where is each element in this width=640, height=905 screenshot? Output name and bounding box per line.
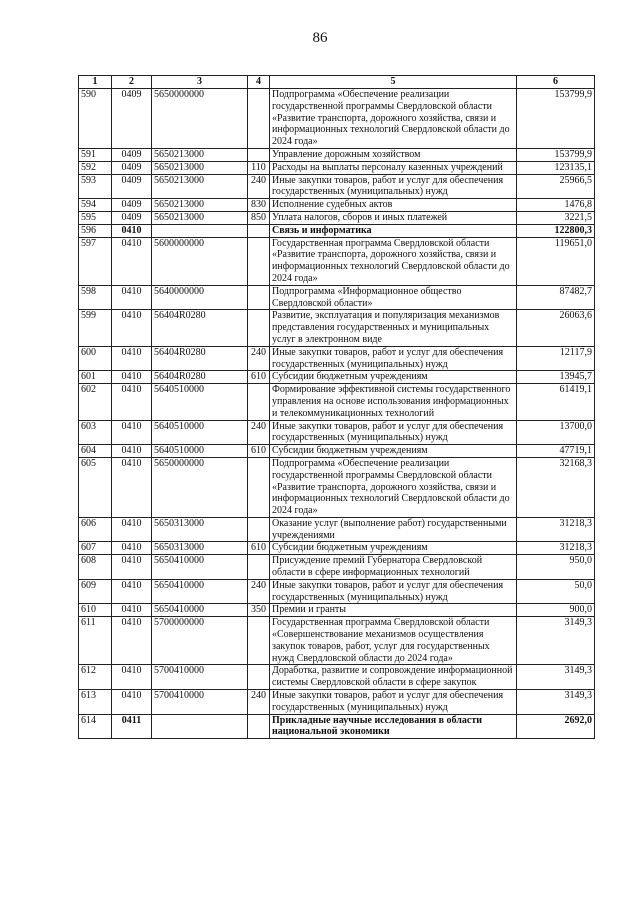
expense-type-code: 240 — [248, 346, 270, 371]
item-name: Подпрограмма «Обеспечение реализации государственной программы Свердловской области «Развитие транспорта, дорожного хозяйства, связи и информационных технологий Свердловской области до 2024 года» — [270, 457, 517, 517]
section-code: 0410 — [112, 579, 152, 604]
budget-table — [78, 75, 595, 739]
item-name: Уплата налогов, сборов и иных платежей — [270, 211, 517, 224]
item-name: Формирование эффективной системы государственного управления на основе использования информационных и телекоммуникационных технологий — [270, 384, 517, 420]
expense-type-code — [248, 457, 270, 517]
item-name: Управление дорожным хозяйством — [270, 148, 517, 161]
amount: 153799,9 — [517, 148, 595, 161]
amount: 122800,3 — [517, 224, 595, 237]
row-number: 612 — [79, 665, 112, 690]
expense-type-code: 240 — [248, 690, 270, 715]
item-name: Развитие, эксплуатация и популяризация механизмов представления государственных и муниципальных услуг в электронном виде — [270, 310, 517, 346]
amount: 13700,0 — [517, 420, 595, 445]
item-name: Подпрограмма «Обеспечение реализации государственной программы Свердловской области «Развитие транспорта, дорожного хозяйства, связи и информационных технологий Свердловской области до 2024 года» — [270, 89, 517, 149]
expense-type-code — [248, 384, 270, 420]
expense-type-code — [248, 617, 270, 665]
expense-type-code — [248, 714, 270, 739]
target-article-code: 56404R0280 — [152, 371, 248, 384]
amount: 119651,0 — [517, 237, 595, 285]
row-number: 598 — [79, 285, 112, 310]
row-number: 606 — [79, 517, 112, 542]
expense-type-code: 610 — [248, 445, 270, 458]
expense-type-code — [248, 665, 270, 690]
row-number: 613 — [79, 690, 112, 715]
row-number: 592 — [79, 161, 112, 174]
row-number: 590 — [79, 89, 112, 149]
section-code: 0410 — [112, 384, 152, 420]
target-article-code: 5650410000 — [152, 604, 248, 617]
header-col-6: 6 — [517, 76, 595, 89]
item-name: Субсидии бюджетным учреждениям — [270, 542, 517, 555]
amount: 87482,7 — [517, 285, 595, 310]
amount: 61419,1 — [517, 384, 595, 420]
target-article-code: 5650410000 — [152, 555, 248, 580]
item-name: Доработка, развитие и сопровождение информационной системы Свердловской области в сфере закупок — [270, 665, 517, 690]
section-code: 0410 — [112, 542, 152, 555]
expense-type-code — [248, 148, 270, 161]
target-article-code: 5650000000 — [152, 457, 248, 517]
header-col-3: 3 — [152, 76, 248, 89]
row-number: 595 — [79, 211, 112, 224]
target-article-code: 5700410000 — [152, 665, 248, 690]
amount: 3221,5 — [517, 211, 595, 224]
table-row — [79, 714, 595, 739]
amount: 31218,3 — [517, 542, 595, 555]
expense-type-code — [248, 89, 270, 149]
target-article-code: 5600000000 — [152, 237, 248, 285]
section-code: 0410 — [112, 224, 152, 237]
table-body — [79, 89, 595, 739]
expense-type-code — [248, 517, 270, 542]
table-row — [79, 579, 595, 604]
target-article-code: 5650213000 — [152, 174, 248, 199]
item-name: Государственная программа Свердловской области «Совершенствование механизмов осуществления закупок товаров, работ, услуг для государственных нужд Свердловской области до 2024 года» — [270, 617, 517, 665]
expense-type-code — [248, 555, 270, 580]
amount: 3149,3 — [517, 617, 595, 665]
row-number: 602 — [79, 384, 112, 420]
table-row — [79, 371, 595, 384]
item-name: Связь и информатика — [270, 224, 517, 237]
section-code: 0409 — [112, 89, 152, 149]
item-name: Присуждение премий Губернатора Свердловской области в сфере информационных технологий — [270, 555, 517, 580]
amount: 950,0 — [517, 555, 595, 580]
table-row — [79, 445, 595, 458]
expense-type-code: 240 — [248, 420, 270, 445]
amount: 1476,8 — [517, 199, 595, 212]
table-row — [79, 148, 595, 161]
target-article-code: 5650213000 — [152, 148, 248, 161]
row-number: 596 — [79, 224, 112, 237]
target-article-code: 5640510000 — [152, 445, 248, 458]
table-row — [79, 211, 595, 224]
target-article-code — [152, 224, 248, 237]
section-code: 0410 — [112, 517, 152, 542]
item-name: Субсидии бюджетным учреждениям — [270, 371, 517, 384]
amount: 26063,6 — [517, 310, 595, 346]
target-article-code: 5650410000 — [152, 579, 248, 604]
amount: 47719,1 — [517, 445, 595, 458]
section-code: 0410 — [112, 237, 152, 285]
table-row — [79, 199, 595, 212]
table-row — [79, 517, 595, 542]
section-code: 0410 — [112, 690, 152, 715]
item-name: Иные закупки товаров, работ и услуг для обеспечения государственных (муниципальных) нужд — [270, 346, 517, 371]
amount: 2692,0 — [517, 714, 595, 739]
section-code: 0410 — [112, 617, 152, 665]
row-number: 599 — [79, 310, 112, 346]
amount: 25966,5 — [517, 174, 595, 199]
section-code: 0409 — [112, 161, 152, 174]
amount: 900,0 — [517, 604, 595, 617]
item-name: Иные закупки товаров, работ и услуг для обеспечения государственных (муниципальных) нужд — [270, 420, 517, 445]
table-row — [79, 665, 595, 690]
section-code: 0410 — [112, 445, 152, 458]
row-number: 611 — [79, 617, 112, 665]
row-number: 603 — [79, 420, 112, 445]
table-row — [79, 285, 595, 310]
section-code: 0410 — [112, 457, 152, 517]
row-number: 609 — [79, 579, 112, 604]
amount: 50,0 — [517, 579, 595, 604]
target-article-code — [152, 714, 248, 739]
section-code: 0410 — [112, 285, 152, 310]
row-number: 597 — [79, 237, 112, 285]
target-article-code: 5650213000 — [152, 199, 248, 212]
section-code: 0409 — [112, 199, 152, 212]
expense-type-code: 610 — [248, 542, 270, 555]
expense-type-code — [248, 310, 270, 346]
table-row — [79, 174, 595, 199]
expense-type-code: 240 — [248, 174, 270, 199]
page-number: 86 — [312, 30, 328, 46]
row-number: 604 — [79, 445, 112, 458]
item-name: Расходы на выплаты персоналу казенных учреждений — [270, 161, 517, 174]
expense-type-code: 830 — [248, 199, 270, 212]
section-code: 0409 — [112, 148, 152, 161]
table-row — [79, 310, 595, 346]
section-code: 0409 — [112, 211, 152, 224]
row-number: 607 — [79, 542, 112, 555]
expense-type-code — [248, 224, 270, 237]
item-name: Премии и гранты — [270, 604, 517, 617]
target-article-code: 5640000000 — [152, 285, 248, 310]
table-row — [79, 89, 595, 149]
amount: 123135,1 — [517, 161, 595, 174]
header-col-4: 4 — [248, 76, 270, 89]
item-name: Иные закупки товаров, работ и услуг для обеспечения государственных (муниципальных) нужд — [270, 174, 517, 199]
amount: 31218,3 — [517, 517, 595, 542]
row-number: 594 — [79, 199, 112, 212]
row-number: 601 — [79, 371, 112, 384]
row-number: 608 — [79, 555, 112, 580]
amount: 13945,7 — [517, 371, 595, 384]
target-article-code: 5650313000 — [152, 542, 248, 555]
table-row — [79, 457, 595, 517]
row-number: 593 — [79, 174, 112, 199]
item-name: Оказание услуг (выполнение работ) государственными учреждениями — [270, 517, 517, 542]
item-name: Субсидии бюджетным учреждениям — [270, 445, 517, 458]
section-code: 0410 — [112, 310, 152, 346]
expense-type-code: 110 — [248, 161, 270, 174]
amount: 3149,3 — [517, 690, 595, 715]
row-number: 600 — [79, 346, 112, 371]
row-number: 610 — [79, 604, 112, 617]
amount: 153799,9 — [517, 89, 595, 149]
target-article-code: 5640510000 — [152, 420, 248, 445]
amount: 3149,3 — [517, 665, 595, 690]
section-code: 0409 — [112, 174, 152, 199]
section-code: 0410 — [112, 555, 152, 580]
target-article-code: 5650213000 — [152, 211, 248, 224]
section-code: 0410 — [112, 346, 152, 371]
table-row — [79, 161, 595, 174]
section-code: 0410 — [112, 665, 152, 690]
row-number: 605 — [79, 457, 112, 517]
target-article-code: 5700410000 — [152, 690, 248, 715]
target-article-code: 56404R0280 — [152, 346, 248, 371]
header-col-1: 1 — [79, 76, 112, 89]
table-row — [79, 224, 595, 237]
item-name: Подпрограмма «Информационное общество Свердловской области» — [270, 285, 517, 310]
row-number: 591 — [79, 148, 112, 161]
amount: 32168,3 — [517, 457, 595, 517]
target-article-code: 5700000000 — [152, 617, 248, 665]
table-header — [79, 76, 595, 89]
table-row — [79, 555, 595, 580]
expense-type-code: 350 — [248, 604, 270, 617]
table-row — [79, 604, 595, 617]
table-row — [79, 617, 595, 665]
item-name: Исполнение судебных актов — [270, 199, 517, 212]
item-name: Иные закупки товаров, работ и услуг для обеспечения государственных (муниципальных) нужд — [270, 690, 517, 715]
header-row — [79, 76, 595, 89]
item-name: Государственная программа Свердловской области «Развитие транспорта, дорожного хозяйства, связи и информационных технологий Свердловской области до 2024 года» — [270, 237, 517, 285]
target-article-code: 5650313000 — [152, 517, 248, 542]
expense-type-code — [248, 237, 270, 285]
target-article-code: 5640510000 — [152, 384, 248, 420]
table-row — [79, 346, 595, 371]
expense-type-code: 610 — [248, 371, 270, 384]
section-code: 0410 — [112, 604, 152, 617]
amount: 12117,9 — [517, 346, 595, 371]
header-col-5: 5 — [270, 76, 517, 89]
expense-type-code: 850 — [248, 211, 270, 224]
item-name: Иные закупки товаров, работ и услуг для обеспечения государственных (муниципальных) нужд — [270, 579, 517, 604]
section-code: 0411 — [112, 714, 152, 739]
target-article-code: 56404R0280 — [152, 310, 248, 346]
section-code: 0410 — [112, 420, 152, 445]
target-article-code: 5650000000 — [152, 89, 248, 149]
table-row — [79, 690, 595, 715]
item-name: Прикладные научные исследования в области национальной экономики — [270, 714, 517, 739]
section-code: 0410 — [112, 371, 152, 384]
expense-type-code — [248, 285, 270, 310]
target-article-code: 5650213000 — [152, 161, 248, 174]
header-col-2: 2 — [112, 76, 152, 89]
table-row — [79, 237, 595, 285]
table-row — [79, 542, 595, 555]
table-row — [79, 420, 595, 445]
row-number: 614 — [79, 714, 112, 739]
table-row — [79, 384, 595, 420]
expense-type-code: 240 — [248, 579, 270, 604]
